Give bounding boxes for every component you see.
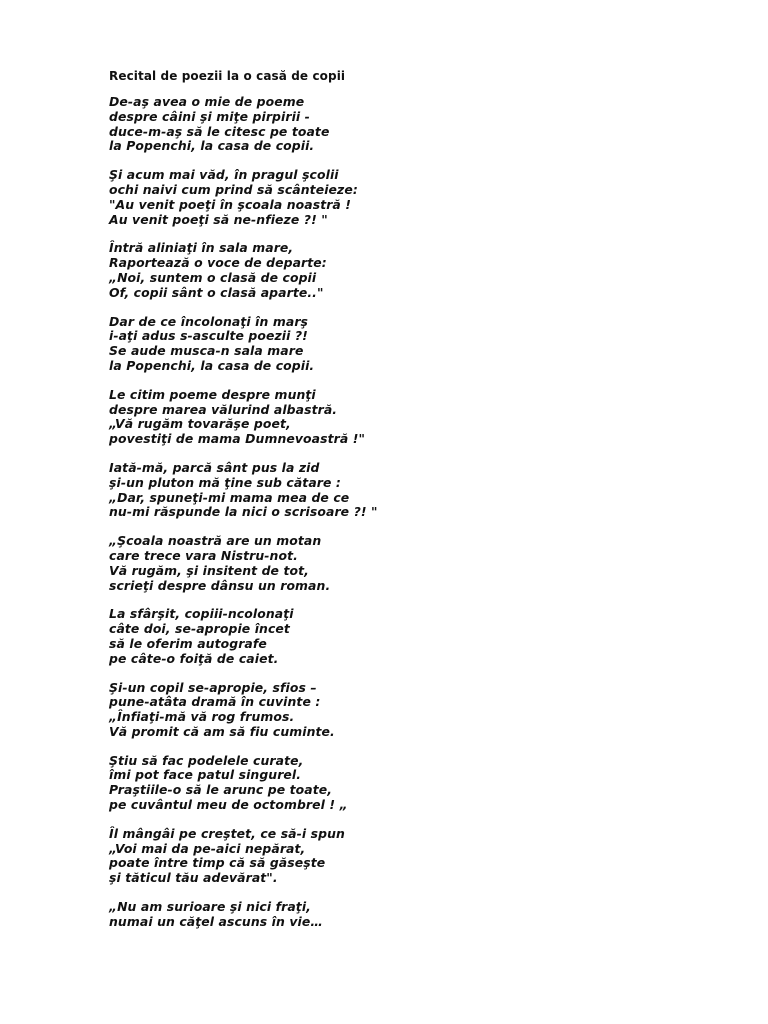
poem-line: „Dar, spuneţi-mi mama mea de ce [109,489,350,505]
poem-line: Îl mângâi pe creştet, ce să-i spun [109,825,345,841]
poem-line: scrieţi despre dânsu un roman. [109,577,331,593]
poem-line: numai un căţel ascuns în vie… [109,913,323,929]
stanza [109,388,629,447]
poem-line: „Vă rugăm tovarăşe poet, [109,416,291,432]
stanza [109,168,629,227]
stanza [109,95,629,154]
poem-line: "Au venit poeţi în şcoala noastră ! [109,196,352,212]
poem-line: Praştiile-o să le arunc pe toate, [109,782,333,798]
stanza [109,461,629,520]
poem-line: pe cuvântul meu de octombrel ! „ [109,797,348,813]
poem-line: Întră aliniaţi în sala mare, [109,240,294,256]
poem-line: „Noi, suntem o clasă de copii [109,269,317,285]
poem-line: i-aţi adus s-asculte poezii ?! [109,328,308,344]
poem-line: care trece vara Nistru-not. [109,547,298,563]
poem-line: câte doi, se-apropie încet [109,621,290,637]
poem-line: Vă rugăm, şi insitent de tot, [109,562,309,578]
poem-line: „Înfiaţi-mă vă rog frumos. [109,709,295,725]
poem-line: Ştiu să fac podelele curate, [109,752,304,768]
poem-line: pune-atâta dramă în cuvinte : [109,694,321,710]
poem-line: nu-mi răspunde la nici o scrisoare ?! " [109,504,378,520]
poem-line: pe câte-o foiţă de caiet. [109,650,279,666]
poem-line: Of, copii sânt o clasă aparte.." [109,284,324,300]
poem-line: ochi naivi cum prind să scânteieze: [109,181,358,197]
stanza [109,827,629,886]
poem-title: Recital de poezii la o casă de copii [109,69,346,83]
poem-line: la Popenchi, la casa de copii. [109,357,315,373]
poem-line: „Voi mai da pe-aici nepărat, [109,840,306,856]
poem-line: „Nu am surioare şi nici fraţi, [109,899,311,915]
poem-line: la Popenchi, la casa de copii. [109,138,315,154]
poem-line: poate între timp că să găseşte [109,855,326,871]
stanza [109,681,629,740]
poem-line: Le citim poeme despre munţi [109,386,316,402]
poem-line: despre marea vălurind albastră. [109,401,338,417]
poem-line: Vă promit că am să fiu cuminte. [109,723,335,739]
poem-body [109,95,629,944]
poem-line: îmi pot face patul singurel. [109,767,302,783]
poem-line: Şi-un copil se-apropie, sfios – [109,679,317,695]
poem-line: duce-m-aş să le citesc pe toate [109,123,330,139]
stanza [109,534,629,593]
poem-line: Dar de ce încolonaţi în marş [109,313,309,329]
poem-line: povestiţi de mama Dumnevoastră !" [109,431,366,447]
stanza [109,607,629,666]
stanza [109,241,629,300]
poem-line: şi tăticul tău adevărat". [109,870,278,886]
poem-line: Şi acum mai văd, în pragul şcolii [109,167,339,183]
poem-line: La sfârşit, copiii-ncolonaţi [109,606,294,622]
stanza [109,315,629,374]
poem-line: Au venit poeţi să ne-nfieze ?! " [109,211,328,227]
poem-line: despre câini şi miţe pirpirii - [109,108,310,124]
poem-line: să le oferim autografe [109,635,267,651]
poem-line: şi-un pluton mă ţine sub cătare : [109,474,341,490]
stanza [109,754,629,813]
poem-line: Se aude musca-n sala mare [109,343,304,359]
poem-line: Raportează o voce de departe: [109,255,327,271]
poem-line: De-aş avea o mie de poeme [109,94,305,109]
stanza [109,900,629,930]
poem-line: Iată-mă, parcă sânt pus la zid [109,459,320,475]
poem-line: „Şcoala noastră are un motan [109,533,322,549]
